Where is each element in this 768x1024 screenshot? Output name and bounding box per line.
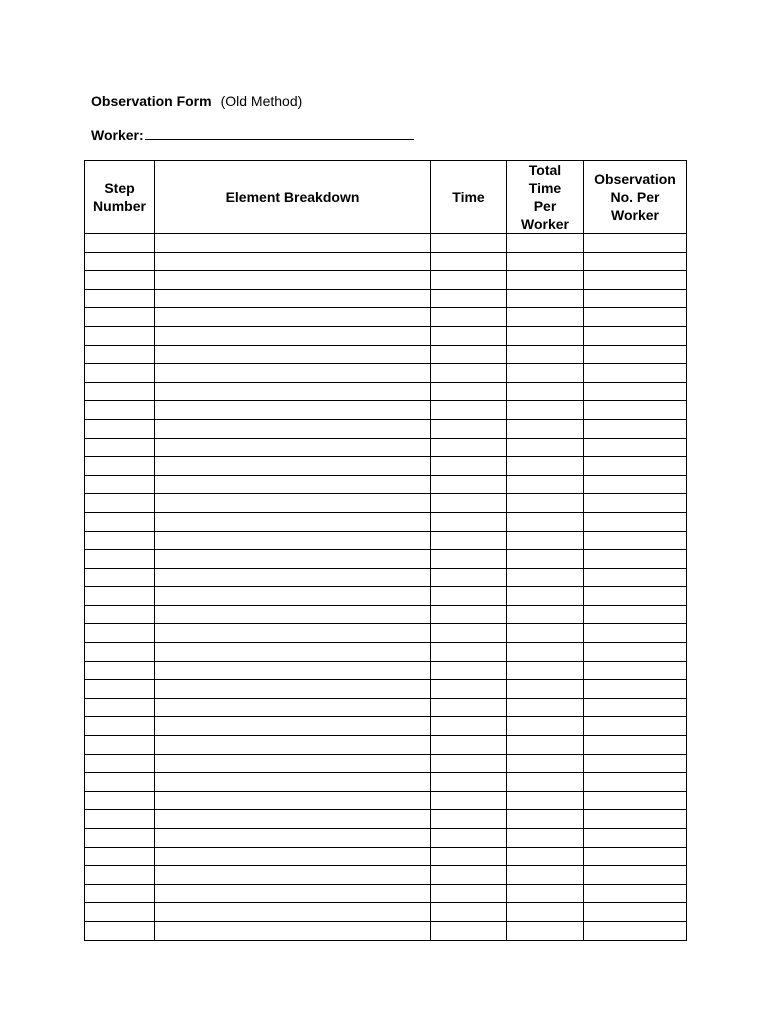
cell-step-number[interactable] xyxy=(85,736,155,755)
column-header-step-number: Step Number xyxy=(85,161,155,234)
cell-time[interactable] xyxy=(431,457,507,476)
table-row xyxy=(85,773,687,792)
cell-total-time-per-worker[interactable] xyxy=(507,438,584,457)
cell-total-time-per-worker[interactable] xyxy=(507,587,584,606)
cell-total-time-per-worker[interactable] xyxy=(507,345,584,364)
cell-step-number[interactable] xyxy=(85,531,155,550)
cell-observation-no-per-worker[interactable] xyxy=(584,791,687,810)
cell-observation-no-per-worker[interactable] xyxy=(584,345,687,364)
cell-step-number[interactable] xyxy=(85,605,155,624)
cell-step-number[interactable] xyxy=(85,643,155,662)
cell-total-time-per-worker[interactable] xyxy=(507,494,584,513)
cell-total-time-per-worker[interactable] xyxy=(507,382,584,401)
cell-step-number[interactable] xyxy=(85,419,155,438)
cell-time[interactable] xyxy=(431,419,507,438)
cell-step-number[interactable] xyxy=(85,680,155,699)
column-header-time: Time xyxy=(431,161,507,234)
cell-element-breakdown[interactable] xyxy=(155,475,431,494)
cell-step-number[interactable] xyxy=(85,921,155,940)
cell-step-number[interactable] xyxy=(85,810,155,829)
cell-time[interactable] xyxy=(431,903,507,922)
cell-observation-no-per-worker[interactable] xyxy=(584,698,687,717)
table-row xyxy=(85,364,687,383)
table-row xyxy=(85,438,687,457)
cell-step-number[interactable] xyxy=(85,903,155,922)
table-row xyxy=(85,624,687,643)
cell-observation-no-per-worker[interactable] xyxy=(584,643,687,662)
cell-time[interactable] xyxy=(431,754,507,773)
cell-element-breakdown[interactable] xyxy=(155,903,431,922)
cell-element-breakdown[interactable] xyxy=(155,847,431,866)
cell-observation-no-per-worker[interactable] xyxy=(584,419,687,438)
cell-step-number[interactable] xyxy=(85,308,155,327)
table-row xyxy=(85,829,687,848)
cell-element-breakdown[interactable] xyxy=(155,512,431,531)
cell-time[interactable] xyxy=(431,568,507,587)
table-row xyxy=(85,345,687,364)
table-row xyxy=(85,494,687,513)
cell-element-breakdown[interactable] xyxy=(155,661,431,680)
cell-time[interactable] xyxy=(431,345,507,364)
cell-time[interactable] xyxy=(431,605,507,624)
cell-total-time-per-worker[interactable] xyxy=(507,550,584,569)
cell-element-breakdown[interactable] xyxy=(155,810,431,829)
cell-time[interactable] xyxy=(431,791,507,810)
cell-step-number[interactable] xyxy=(85,494,155,513)
cell-total-time-per-worker[interactable] xyxy=(507,736,584,755)
table-row xyxy=(85,866,687,885)
cell-observation-no-per-worker[interactable] xyxy=(584,866,687,885)
cell-observation-no-per-worker[interactable] xyxy=(584,568,687,587)
cell-element-breakdown[interactable] xyxy=(155,605,431,624)
cell-observation-no-per-worker[interactable] xyxy=(584,382,687,401)
cell-element-breakdown[interactable] xyxy=(155,736,431,755)
cell-observation-no-per-worker[interactable] xyxy=(584,661,687,680)
cell-step-number[interactable] xyxy=(85,773,155,792)
cell-time[interactable] xyxy=(431,829,507,848)
cell-time[interactable] xyxy=(431,271,507,290)
cell-observation-no-per-worker[interactable] xyxy=(584,754,687,773)
cell-element-breakdown[interactable] xyxy=(155,531,431,550)
cell-element-breakdown[interactable] xyxy=(155,345,431,364)
table-row xyxy=(85,810,687,829)
cell-element-breakdown[interactable] xyxy=(155,829,431,848)
cell-observation-no-per-worker[interactable] xyxy=(584,234,687,253)
cell-time[interactable] xyxy=(431,717,507,736)
cell-total-time-per-worker[interactable] xyxy=(507,754,584,773)
cell-time[interactable] xyxy=(431,438,507,457)
cell-step-number[interactable] xyxy=(85,568,155,587)
cell-observation-no-per-worker[interactable] xyxy=(584,903,687,922)
column-header-observation-no-per-worker: Observation No. Per Worker xyxy=(584,161,687,234)
table-row xyxy=(85,568,687,587)
cell-total-time-per-worker[interactable] xyxy=(507,271,584,290)
cell-time[interactable] xyxy=(431,921,507,940)
cell-observation-no-per-worker[interactable] xyxy=(584,289,687,308)
cell-observation-no-per-worker[interactable] xyxy=(584,587,687,606)
table-row xyxy=(85,252,687,271)
form-title-line xyxy=(91,92,302,110)
cell-total-time-per-worker[interactable] xyxy=(507,475,584,494)
table-row xyxy=(85,698,687,717)
cell-total-time-per-worker[interactable] xyxy=(507,810,584,829)
cell-element-breakdown[interactable] xyxy=(155,568,431,587)
table-row xyxy=(85,791,687,810)
form-title: Observation Form xyxy=(91,93,212,109)
cell-observation-no-per-worker[interactable] xyxy=(584,773,687,792)
table-row xyxy=(85,847,687,866)
cell-total-time-per-worker[interactable] xyxy=(507,568,584,587)
cell-observation-no-per-worker[interactable] xyxy=(584,475,687,494)
cell-time[interactable] xyxy=(431,643,507,662)
cell-observation-no-per-worker[interactable] xyxy=(584,810,687,829)
cell-total-time-per-worker[interactable] xyxy=(507,252,584,271)
table-row xyxy=(85,457,687,476)
cell-element-breakdown[interactable] xyxy=(155,494,431,513)
cell-element-breakdown[interactable] xyxy=(155,326,431,345)
cell-step-number[interactable] xyxy=(85,550,155,569)
cell-step-number[interactable] xyxy=(85,457,155,476)
cell-element-breakdown[interactable] xyxy=(155,866,431,885)
cell-time[interactable] xyxy=(431,624,507,643)
cell-step-number[interactable] xyxy=(85,326,155,345)
cell-element-breakdown[interactable] xyxy=(155,308,431,327)
cell-time[interactable] xyxy=(431,680,507,699)
column-header-total-time-per-worker: Total Time Per Worker xyxy=(507,161,584,234)
cell-step-number[interactable] xyxy=(85,791,155,810)
cell-time[interactable] xyxy=(431,252,507,271)
cell-element-breakdown[interactable] xyxy=(155,754,431,773)
cell-step-number[interactable] xyxy=(85,234,155,253)
cell-step-number[interactable] xyxy=(85,624,155,643)
cell-observation-no-per-worker[interactable] xyxy=(584,605,687,624)
cell-total-time-per-worker[interactable] xyxy=(507,717,584,736)
table-row xyxy=(85,717,687,736)
cell-time[interactable] xyxy=(431,364,507,383)
cell-element-breakdown[interactable] xyxy=(155,252,431,271)
worker-line xyxy=(91,126,414,144)
cell-observation-no-per-worker[interactable] xyxy=(584,531,687,550)
table-row xyxy=(85,512,687,531)
cell-step-number[interactable] xyxy=(85,587,155,606)
cell-total-time-per-worker[interactable] xyxy=(507,512,584,531)
cell-time[interactable] xyxy=(431,475,507,494)
column-header-element-breakdown: Element Breakdown xyxy=(155,161,431,234)
table-row xyxy=(85,550,687,569)
observation-table xyxy=(84,160,687,941)
cell-observation-no-per-worker[interactable] xyxy=(584,624,687,643)
cell-time[interactable] xyxy=(431,308,507,327)
cell-total-time-per-worker[interactable] xyxy=(507,643,584,662)
cell-element-breakdown[interactable] xyxy=(155,550,431,569)
cell-total-time-per-worker[interactable] xyxy=(507,884,584,903)
cell-total-time-per-worker[interactable] xyxy=(507,624,584,643)
cell-total-time-per-worker[interactable] xyxy=(507,829,584,848)
table-row xyxy=(85,736,687,755)
cell-total-time-per-worker[interactable] xyxy=(507,401,584,420)
table-row xyxy=(85,661,687,680)
cell-element-breakdown[interactable] xyxy=(155,587,431,606)
cell-total-time-per-worker[interactable] xyxy=(507,419,584,438)
cell-element-breakdown[interactable] xyxy=(155,271,431,290)
table-row xyxy=(85,754,687,773)
cell-observation-no-per-worker[interactable] xyxy=(584,550,687,569)
worker-label: Worker: xyxy=(91,127,144,143)
cell-time[interactable] xyxy=(431,234,507,253)
cell-element-breakdown[interactable] xyxy=(155,234,431,253)
cell-step-number[interactable] xyxy=(85,438,155,457)
cell-observation-no-per-worker[interactable] xyxy=(584,364,687,383)
cell-total-time-per-worker[interactable] xyxy=(507,847,584,866)
cell-element-breakdown[interactable] xyxy=(155,438,431,457)
table-row xyxy=(85,587,687,606)
cell-time[interactable] xyxy=(431,531,507,550)
cell-time[interactable] xyxy=(431,661,507,680)
cell-element-breakdown[interactable] xyxy=(155,457,431,476)
cell-time[interactable] xyxy=(431,494,507,513)
cell-step-number[interactable] xyxy=(85,698,155,717)
table-row xyxy=(85,419,687,438)
cell-total-time-per-worker[interactable] xyxy=(507,234,584,253)
table-row xyxy=(85,289,687,308)
cell-step-number[interactable] xyxy=(85,512,155,531)
cell-time[interactable] xyxy=(431,587,507,606)
cell-step-number[interactable] xyxy=(85,364,155,383)
table-row xyxy=(85,382,687,401)
table-row xyxy=(85,921,687,940)
cell-element-breakdown[interactable] xyxy=(155,680,431,699)
cell-observation-no-per-worker[interactable] xyxy=(584,252,687,271)
cell-observation-no-per-worker[interactable] xyxy=(584,884,687,903)
cell-observation-no-per-worker[interactable] xyxy=(584,308,687,327)
cell-total-time-per-worker[interactable] xyxy=(507,903,584,922)
cell-step-number[interactable] xyxy=(85,661,155,680)
cell-total-time-per-worker[interactable] xyxy=(507,364,584,383)
cell-time[interactable] xyxy=(431,382,507,401)
cell-total-time-per-worker[interactable] xyxy=(507,289,584,308)
cell-total-time-per-worker[interactable] xyxy=(507,605,584,624)
cell-observation-no-per-worker[interactable] xyxy=(584,271,687,290)
cell-element-breakdown[interactable] xyxy=(155,717,431,736)
cell-observation-no-per-worker[interactable] xyxy=(584,457,687,476)
table-row xyxy=(85,903,687,922)
table-row xyxy=(85,308,687,327)
worker-blank-field[interactable] xyxy=(145,126,414,140)
cell-step-number[interactable] xyxy=(85,866,155,885)
cell-time[interactable] xyxy=(431,810,507,829)
cell-element-breakdown[interactable] xyxy=(155,624,431,643)
cell-element-breakdown[interactable] xyxy=(155,921,431,940)
cell-total-time-per-worker[interactable] xyxy=(507,921,584,940)
cell-time[interactable] xyxy=(431,698,507,717)
cell-observation-no-per-worker[interactable] xyxy=(584,438,687,457)
cell-element-breakdown[interactable] xyxy=(155,419,431,438)
cell-time[interactable] xyxy=(431,326,507,345)
table-row xyxy=(85,605,687,624)
cell-observation-no-per-worker[interactable] xyxy=(584,494,687,513)
cell-observation-no-per-worker[interactable] xyxy=(584,680,687,699)
cell-total-time-per-worker[interactable] xyxy=(507,457,584,476)
cell-element-breakdown[interactable] xyxy=(155,289,431,308)
cell-observation-no-per-worker[interactable] xyxy=(584,512,687,531)
cell-observation-no-per-worker[interactable] xyxy=(584,326,687,345)
table-row xyxy=(85,326,687,345)
cell-total-time-per-worker[interactable] xyxy=(507,661,584,680)
cell-total-time-per-worker[interactable] xyxy=(507,791,584,810)
cell-time[interactable] xyxy=(431,773,507,792)
table-body xyxy=(85,234,687,941)
cell-element-breakdown[interactable] xyxy=(155,698,431,717)
cell-step-number[interactable] xyxy=(85,271,155,290)
cell-observation-no-per-worker[interactable] xyxy=(584,736,687,755)
cell-total-time-per-worker[interactable] xyxy=(507,308,584,327)
table-row xyxy=(85,680,687,699)
cell-total-time-per-worker[interactable] xyxy=(507,326,584,345)
cell-step-number[interactable] xyxy=(85,475,155,494)
cell-element-breakdown[interactable] xyxy=(155,884,431,903)
cell-element-breakdown[interactable] xyxy=(155,643,431,662)
cell-time[interactable] xyxy=(431,884,507,903)
cell-observation-no-per-worker[interactable] xyxy=(584,717,687,736)
cell-step-number[interactable] xyxy=(85,289,155,308)
cell-time[interactable] xyxy=(431,847,507,866)
cell-observation-no-per-worker[interactable] xyxy=(584,401,687,420)
cell-step-number[interactable] xyxy=(85,345,155,364)
cell-total-time-per-worker[interactable] xyxy=(507,531,584,550)
cell-element-breakdown[interactable] xyxy=(155,364,431,383)
cell-time[interactable] xyxy=(431,401,507,420)
cell-total-time-per-worker[interactable] xyxy=(507,866,584,885)
table-row xyxy=(85,234,687,253)
cell-element-breakdown[interactable] xyxy=(155,791,431,810)
cell-time[interactable] xyxy=(431,736,507,755)
cell-step-number[interactable] xyxy=(85,401,155,420)
table-row xyxy=(85,271,687,290)
cell-total-time-per-worker[interactable] xyxy=(507,680,584,699)
cell-step-number[interactable] xyxy=(85,252,155,271)
table-header-row xyxy=(85,161,687,234)
cell-time[interactable] xyxy=(431,289,507,308)
cell-observation-no-per-worker[interactable] xyxy=(584,921,687,940)
cell-element-breakdown[interactable] xyxy=(155,382,431,401)
cell-step-number[interactable] xyxy=(85,382,155,401)
cell-time[interactable] xyxy=(431,550,507,569)
cell-total-time-per-worker[interactable] xyxy=(507,773,584,792)
cell-element-breakdown[interactable] xyxy=(155,401,431,420)
cell-element-breakdown[interactable] xyxy=(155,773,431,792)
table-row xyxy=(85,884,687,903)
cell-total-time-per-worker[interactable] xyxy=(507,698,584,717)
cell-observation-no-per-worker[interactable] xyxy=(584,829,687,848)
table-row xyxy=(85,643,687,662)
table-row xyxy=(85,531,687,550)
form-subtitle: (Old Method) xyxy=(220,93,303,109)
cell-time[interactable] xyxy=(431,866,507,885)
table-row xyxy=(85,401,687,420)
cell-step-number[interactable] xyxy=(85,829,155,848)
table-row xyxy=(85,475,687,494)
cell-step-number[interactable] xyxy=(85,884,155,903)
cell-step-number[interactable] xyxy=(85,717,155,736)
cell-time[interactable] xyxy=(431,512,507,531)
cell-observation-no-per-worker[interactable] xyxy=(584,847,687,866)
cell-step-number[interactable] xyxy=(85,847,155,866)
cell-step-number[interactable] xyxy=(85,754,155,773)
